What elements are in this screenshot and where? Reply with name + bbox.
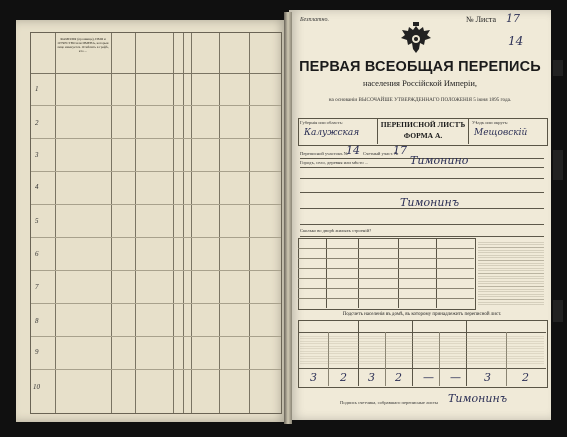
okrug-label: Счетный участ. № xyxy=(363,151,399,156)
total-label: Сколько во дворѣ жилыхъ строеній? xyxy=(300,228,372,233)
row-number: 6 xyxy=(35,250,39,258)
form-title: ПЕРЕПИСНОЙ ЛИСТЪ xyxy=(380,120,466,129)
footer-label: Подпись счетчика, собравшаго переписные листы xyxy=(340,400,438,405)
page-edge-tab xyxy=(553,60,563,76)
form-subtitle: ФОРМА А. xyxy=(403,131,443,140)
uchastok-label: Переписной участокъ № xyxy=(300,151,349,156)
village-value: Тимонино xyxy=(410,154,469,167)
document-subtitle: населения Россійской Имперіи, xyxy=(362,78,478,88)
row-number: 4 xyxy=(35,183,39,191)
book-spine xyxy=(284,12,292,424)
sheet-number-value: 17 xyxy=(506,12,520,25)
row-number: 3 xyxy=(35,151,39,159)
summary-fine-print xyxy=(300,334,544,366)
uchastok-value: 14 xyxy=(346,144,360,157)
page-edge-tab xyxy=(553,300,563,322)
summary-value: 2 xyxy=(395,371,402,384)
village-label: Городъ, село, деревня или мѣсто ... xyxy=(300,160,369,165)
sheet-number-label: № Листа xyxy=(466,15,497,24)
page-edge-tab xyxy=(553,150,563,180)
row-number: 2 xyxy=(35,119,39,127)
summary-value: 3 xyxy=(484,371,491,384)
summary-value: 3 xyxy=(368,371,375,384)
row-number: 1 xyxy=(35,85,39,93)
province-label: Губернія или область: xyxy=(300,120,343,125)
document-basis: на основаніи ВЫСОЧАЙШЕ УТВЕРЖДЕННАГО ПОЛОЖЕНІЯ 5 іюня 1895 года. xyxy=(328,97,512,103)
summary-value: 3 xyxy=(310,371,317,384)
instructions-text-block xyxy=(478,240,544,306)
footer-signature: Тимонинъ xyxy=(448,392,508,405)
imperial-eagle-icon xyxy=(398,22,434,56)
row-number: 5 xyxy=(35,217,39,225)
summary-value: — xyxy=(450,371,461,384)
okrug-value: 17 xyxy=(393,144,407,157)
column-header xyxy=(113,41,133,45)
left-census-table xyxy=(30,32,282,414)
summary-value: 2 xyxy=(522,371,529,384)
uezd-label: Уѣздъ или округъ: xyxy=(472,120,509,125)
column-header: ФАМИЛІЯ (прозвище), ИМЯ и ОТЧЕСТВО или ИМЕНА, которыя лицо именуется. Отмѣтить в графѣ, кто ... xyxy=(57,37,109,53)
summary-value: 2 xyxy=(340,371,347,384)
signature-field: Тимонинъ xyxy=(400,196,460,209)
uezd-value: Мещовскій xyxy=(474,128,528,138)
corner-number: 14 xyxy=(508,34,524,48)
summary-title: Подсчетъ населенія въ домѣ, въ которому принадлежитъ переписной лист. xyxy=(342,312,502,317)
free-label: Безплатно. xyxy=(300,17,329,23)
row-number: 10 xyxy=(33,383,40,391)
row-number: 7 xyxy=(35,283,39,291)
province-value: Калужская xyxy=(304,128,360,138)
document-title: ПЕРВАЯ ВСЕОБЩАЯ ПЕРЕПИСЬ xyxy=(299,59,541,75)
row-number: 8 xyxy=(35,317,39,325)
row-number: 9 xyxy=(35,348,39,356)
summary-value: — xyxy=(423,371,434,384)
